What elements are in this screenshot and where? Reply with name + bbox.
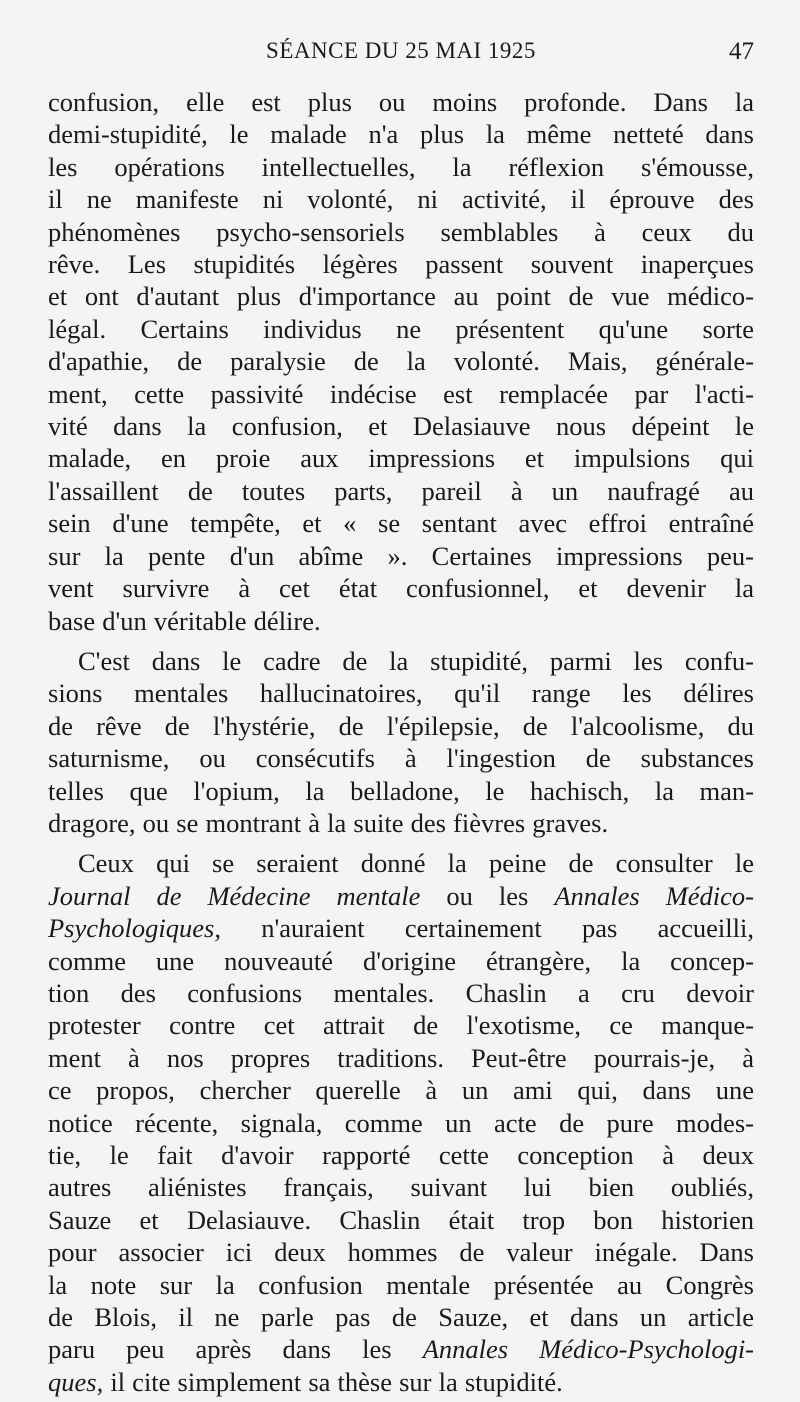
text-line: base d'un véritable délire. bbox=[48, 605, 321, 636]
paragraph-gap bbox=[48, 637, 754, 645]
text-line: protester contre cet attrait de l'exotisme, ce manque- bbox=[48, 1010, 754, 1041]
text-line: sions mentales hallucinatoires, qu'il range les délires bbox=[48, 678, 754, 709]
page-number: 47 bbox=[729, 38, 754, 65]
text-line: rêve. Les stupidités légères passent souvent inaperçues bbox=[48, 249, 754, 280]
text-line: dragore, ou se montrant à la suite des fièvres graves. bbox=[48, 807, 609, 838]
text-line: l'assaillent de toutes parts, pareil à un naufragé au bbox=[48, 475, 754, 506]
text-line: saturnisme, ou consécutifs à l'ingestion de substances bbox=[48, 743, 754, 774]
text-line: Sauze et Delasiauve. Chaslin était trop bon historien bbox=[48, 1204, 754, 1235]
text-line: paru peu après dans les Annales Médico-Psychologi- bbox=[48, 1334, 755, 1365]
paragraph-3 bbox=[48, 847, 754, 1398]
text-line: comme une nouveauté d'origine étrangère, la concep- bbox=[48, 945, 754, 976]
paragraph-1 bbox=[48, 86, 754, 637]
text-line: ment, cette passivité indécise est remplacée par l'acti- bbox=[48, 378, 754, 409]
text-line: confusion, elle est plus ou moins profonde. Dans la bbox=[48, 87, 754, 117]
paragraph-2 bbox=[48, 645, 754, 839]
text-line: autres aliénistes français, suivant lui bien oubliés, bbox=[48, 1172, 754, 1203]
text-line: phénomènes psycho-sensoriels semblables à ceux du bbox=[48, 216, 754, 247]
text-line: sein d'une tempête, et « se sentant avec effroi entraîné bbox=[48, 508, 754, 539]
text-line: sur la pente d'un abîme ». Certaines impressions peu- bbox=[48, 540, 754, 571]
text-line: la note sur la confusion mentale présentée au Congrès bbox=[48, 1269, 754, 1300]
text-line: d'apathie, de paralysie de la volonté. Mais, générale- bbox=[48, 346, 754, 377]
text-line: pour associer ici deux hommes de valeur inégale. Dans bbox=[48, 1237, 754, 1268]
text-line: notice récente, signala, comme un acte de pure modes- bbox=[48, 1107, 754, 1138]
text-line: Ceux qui se seraient donné la peine de consulter le bbox=[78, 848, 754, 879]
text-line: C'est dans le cadre de la stupidité, parmi les confu- bbox=[78, 645, 754, 676]
paragraph-gap bbox=[48, 839, 754, 847]
running-title: SÉANCE DU 25 MAI 1925 bbox=[266, 38, 536, 63]
text-line: malade, en proie aux impressions et impulsions qui bbox=[48, 443, 754, 474]
text-line: de Blois, il ne parle pas de Sauze, et dans un article bbox=[48, 1302, 754, 1333]
text-line: ment à nos propres traditions. Peut-être pourrais-je, à bbox=[48, 1042, 754, 1073]
text-line: demi-stupidité, le malade n'a plus la même netteté dans bbox=[48, 119, 754, 150]
text-line: Psychologiques, n'auraient certainement pas accueilli, bbox=[48, 913, 754, 944]
text-line: de rêve de l'hystérie, de l'épilepsie, de l'alcoolisme, du bbox=[48, 710, 754, 741]
text-line: tion des confusions mentales. Chaslin a cru devoir bbox=[48, 977, 754, 1008]
text-line: et ont d'autant plus d'importance au point de vue médico- bbox=[48, 281, 754, 312]
page-header bbox=[48, 38, 754, 74]
text-line: les opérations intellectuelles, la réflexion s'émousse, bbox=[48, 151, 754, 182]
text-line: légal. Certains individus ne présentent qu'une sorte bbox=[48, 313, 754, 344]
text-line: il ne manifeste ni volonté, ni activité, il éprouve des bbox=[48, 184, 754, 215]
body-text bbox=[48, 86, 754, 1398]
text-line: ce propos, chercher querelle à un ami qui, dans une bbox=[48, 1075, 754, 1106]
text-line: telles que l'opium, la belladone, le hachisch, la man- bbox=[48, 775, 754, 806]
text-line: tie, le fait d'avoir rapporté cette conception à deux bbox=[48, 1140, 754, 1170]
text-line: Journal de Médecine mentale ou les Annales Médico- bbox=[48, 880, 754, 911]
text-line: vent survivre à cet état confusionnel, et devenir la bbox=[48, 573, 754, 604]
text-line: ques, il cite simplement sa thèse sur la stupidité. bbox=[48, 1366, 563, 1397]
text-line: vité dans la confusion, et Delasiauve nous dépeint le bbox=[48, 411, 754, 442]
